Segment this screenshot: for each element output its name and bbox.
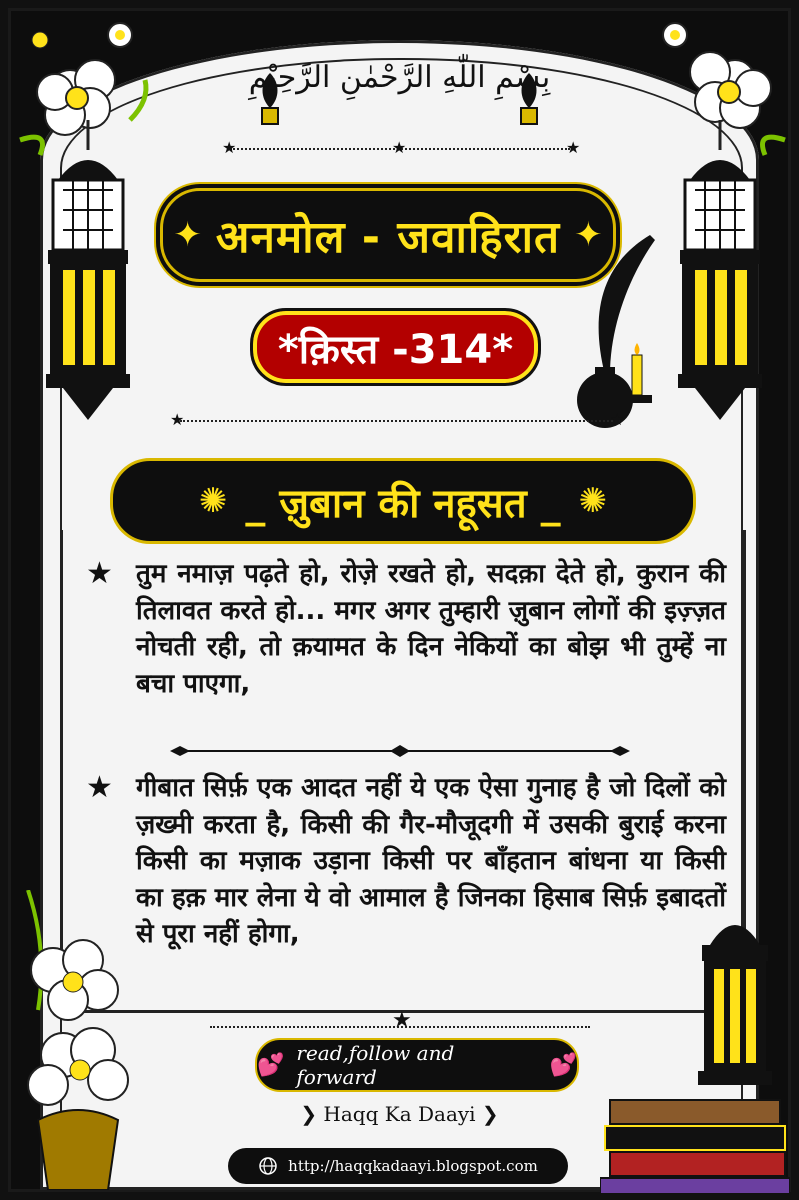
episode-badge bbox=[250, 308, 541, 386]
paragraph-text: तुम नमाज़ पढ़ते हो, रोज़े रखते हो, सदक़ा देते हो, कुरान की तिलावत करते हो... मगर अगर तुम्हारी ज़ुबान लोगों की इज़्ज़त नोचती रही, तो क़यामत के दिन नेकियों का बोझ भी तुम्हें ना बचा पाएगा, bbox=[136, 559, 726, 699]
lantern-bottom-right bbox=[680, 905, 790, 1105]
paragraph-1 bbox=[86, 556, 726, 702]
bismillah-calligraphy: بِسْمِ اللّٰهِ الرَّحْمٰنِ الرَّحِيْمِ bbox=[248, 60, 551, 95]
star-icon: ★ bbox=[566, 138, 581, 157]
hearts-icon: 💕 bbox=[549, 1052, 577, 1078]
star-icon: ★ bbox=[392, 1008, 412, 1033]
flower-ornament-icon: ✺ bbox=[198, 481, 228, 521]
star-icon: ★ bbox=[610, 410, 625, 429]
blog-url-link[interactable]: http://haqqkadaayi.blogspot.com bbox=[288, 1157, 538, 1175]
ornament-divider bbox=[170, 744, 630, 758]
section-heading-bar bbox=[110, 458, 696, 544]
star-icon: ★ bbox=[222, 138, 237, 157]
cta-text: read,follow and forward bbox=[296, 1041, 455, 1089]
flower-vase-bottom-left bbox=[8, 890, 158, 1190]
cta-pill bbox=[255, 1038, 579, 1092]
paragraph-2 bbox=[86, 770, 726, 953]
episode-number: *क़िस्त -314* bbox=[277, 326, 514, 373]
url-pill[interactable] bbox=[228, 1148, 568, 1184]
star-icon: ★ bbox=[392, 138, 407, 157]
flower-ornament-icon: ✺ bbox=[578, 481, 608, 521]
brand-name: ❯ Haqq Ka Daayi ❯ bbox=[300, 1102, 499, 1126]
page-title: अनमोल - जवाहिरात bbox=[215, 212, 561, 263]
lantern-left bbox=[28, 120, 148, 430]
sparkle-icon: ✦ bbox=[574, 215, 603, 255]
sparkle-icon: ✦ bbox=[173, 215, 202, 255]
star-bullet-icon: ★ bbox=[86, 770, 113, 805]
hearts-icon: 💕 bbox=[257, 1052, 285, 1078]
star-rule-middle bbox=[180, 420, 620, 424]
quill-inkpot-icon bbox=[560, 235, 670, 435]
section-heading: _ ज़ुबान की नहूसत _ bbox=[245, 480, 561, 527]
paragraph-text: गीबात सिर्फ़ एक आदत नहीं ये एक ऐसा गुनाह है जो दिलों को ज़ख्मी करता है, किसी की गैर-मौजूदगी में उसकी बुराई करना किसी का मज़ाक उड़ाना किसी पर बाँहतान बांधना या किसी का हक़ मार लेना ये वो आमाल है जिनका हिसाब सिर्फ़ इबादतों से पूरा नहीं होगा, bbox=[136, 773, 726, 949]
globe-icon bbox=[258, 1156, 278, 1176]
title-banner bbox=[160, 188, 616, 282]
star-bullet-icon: ★ bbox=[86, 556, 113, 591]
star-icon: ★ bbox=[170, 410, 185, 429]
lantern-right bbox=[660, 120, 780, 430]
